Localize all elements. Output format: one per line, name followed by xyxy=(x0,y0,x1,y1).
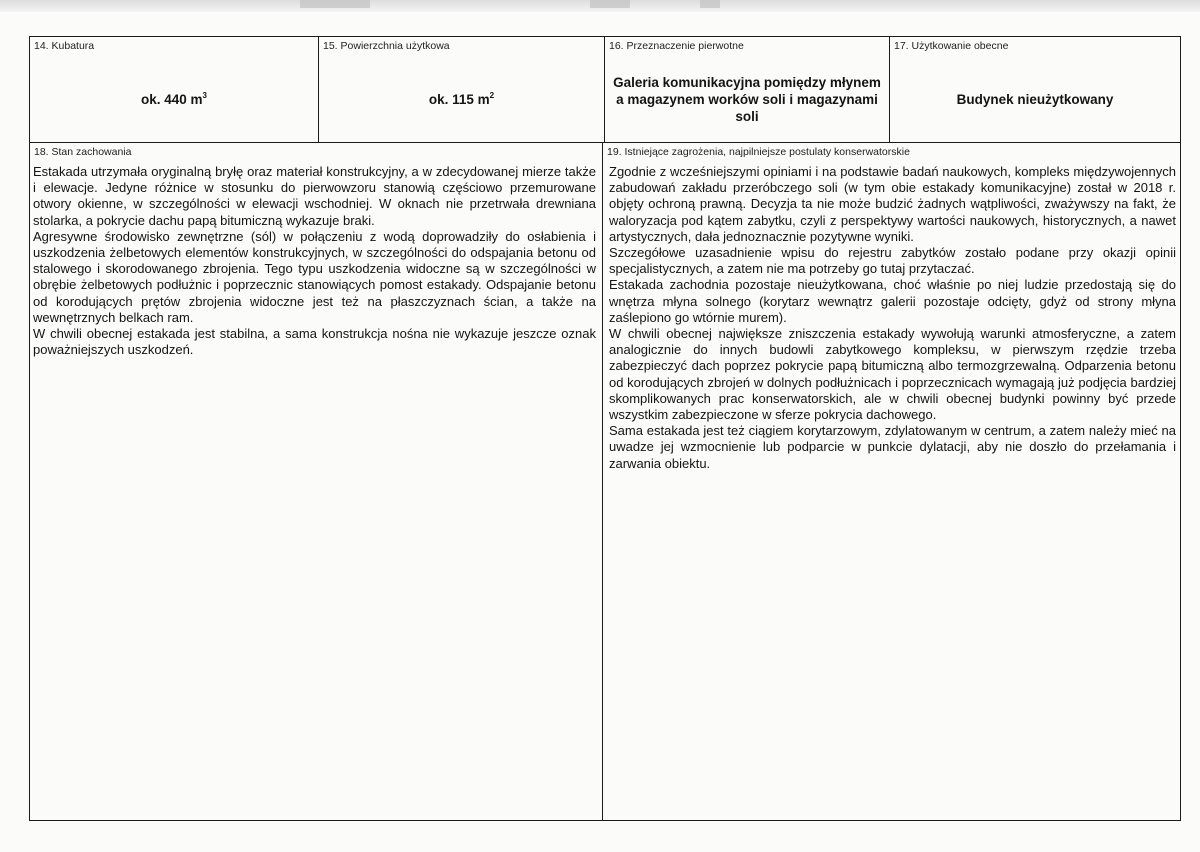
section-stan-zachowania xyxy=(30,143,603,820)
paragraph: Sama estakada jest też ciągiem korytarzowym, zdylatowanym w centrum, a zatem należy mieć na uwadze jej wzmocnienie lub podparcie w punkcie dylatacji, aby nie doszło do przełamania i zarwania obiektu. xyxy=(609,423,1176,471)
field-przeznaczenie-pierwotne xyxy=(605,37,890,143)
paragraph: Agresywne środowisko zewnętrzne (sól) w połączeniu z wodą doprowadziły do osłabienia i uszkodzenia żelbetowych elementów konstrukcyjnych, w szczególności do odspajania betonu od stalowego i skorodowanego zbrojenia. Tego typu uszkodzenia widoczne są w szczególności w obrębie żelbetowych podłużnic i poprzecznic stanowiących pomost estakady. Odspajanie betonu od korodujących prętów zbrojenia widoczne jest też na płaszczyznach ścian, a także na wewnętrznych belkach ram. xyxy=(33,228,596,325)
unit-exponent: 3 xyxy=(202,90,207,100)
paragraph: Szczegółowe uzasadnienie wpisu do rejestru zabytków zostało podane przy okazji opinii specjalistycznych, a zatem nie ma potrzeby go tutaj przytaczać. xyxy=(609,245,1176,277)
field-label: 15. Powierzchnia użytkowa xyxy=(323,40,450,52)
paragraph: Estakada utrzymała oryginalną bryłę oraz materiał konstrukcyjny, a w zdecydowanej mierze także i elewacje. Jedyne różnice w stosunku do pierwowzoru stanowią częściowo przemurowane otwory okienne, w szczególności w elewacji wschodniej. W oknach nie przetrwała drewniana stolarka, a pokrycie dachu papą bitumiczną wykazuje braki. xyxy=(33,164,596,228)
field-kubatura xyxy=(30,37,319,143)
field-uzytkowanie-obecne xyxy=(890,37,1180,143)
field-powierzchnia-uzytkowa xyxy=(319,37,605,143)
field-label: 14. Kubatura xyxy=(34,40,95,52)
section-body xyxy=(33,164,596,358)
scan-artifact-strip xyxy=(0,0,1200,12)
unit-exponent: 2 xyxy=(489,90,495,100)
section-label: 19. Istniejące zagrożenia, najpilniejsze postulaty konserwatorskie xyxy=(607,146,910,158)
paragraph: Zgodnie z wcześniejszymi opiniami i na podstawie badań naukowych, kompleks międzywojennych zabudowań zakładu przeróbczego soli (w tym obie estakady komunikacyjne) został w 2018 r. objęty ochroną prawną. Decyzja ta nie może budzić żadnych wątpliwości, zważywszy na fakt, że waloryzacja pod kątem zabytku, czyli z perspektywy wartości naukowych, historycznych, a nawet artystycznych, dała jednoznacznie pozytywne wyniki. xyxy=(609,164,1176,244)
field-label: 16. Przeznaczenie pierwotne xyxy=(609,40,744,52)
paragraph: W chwili obecnej estakada jest stabilna, a sama konstrukcja nośna nie wykazuje jeszcze oznak poważniejszych uszkodzeń. xyxy=(33,326,596,358)
field-label: 17. Użytkowanie obecne xyxy=(894,40,1009,52)
section-body xyxy=(609,164,1176,472)
paragraph: W chwili obecnej największe zniszczenia estakady wywołują warunki atmosferyczne, a zatem analogicznie do innych budowli zabytkowego kompleksu, w pierwszym rzędzie trzeba zabezpieczyć dach poprzez pokrycie papą bitumiczną albo termozgrzewalną. Odparzenia betonu od korodujących zbrojeń w dolnych podłużnicach i poprzecznicach wymagają już podjęcia bardziej skomplikowanych prac konserwatorskich, ale w chwili obecnej budynki powinny być przede wszystkim zabezpieczone w sferze pokrycia dachowego. xyxy=(609,326,1176,423)
value-text: ok. 115 m xyxy=(428,92,490,107)
field-value xyxy=(319,57,604,142)
section-zagrozenia-postulaty xyxy=(603,143,1180,820)
field-value xyxy=(30,57,318,142)
field-value: Budynek nieużytkowany xyxy=(956,92,1114,107)
section-label: 18. Stan zachowania xyxy=(34,146,132,158)
value-text: ok. 440 m xyxy=(141,92,203,107)
record-card-table xyxy=(29,36,1181,821)
field-value: Galeria komunikacyjna pomiędzy młynem a magazynem worków soli i magazynami soli xyxy=(613,75,881,124)
paragraph: Estakada zachodnia pozostaje nieużytkowana, choć właśnie po niej ludzie przedostają się do wnętrza młyna solnego (korytarz wewnątrz galerii pozostaje odcięty, gdyż od strony młyna zaślepiono go wtórnie murem). xyxy=(609,277,1176,325)
